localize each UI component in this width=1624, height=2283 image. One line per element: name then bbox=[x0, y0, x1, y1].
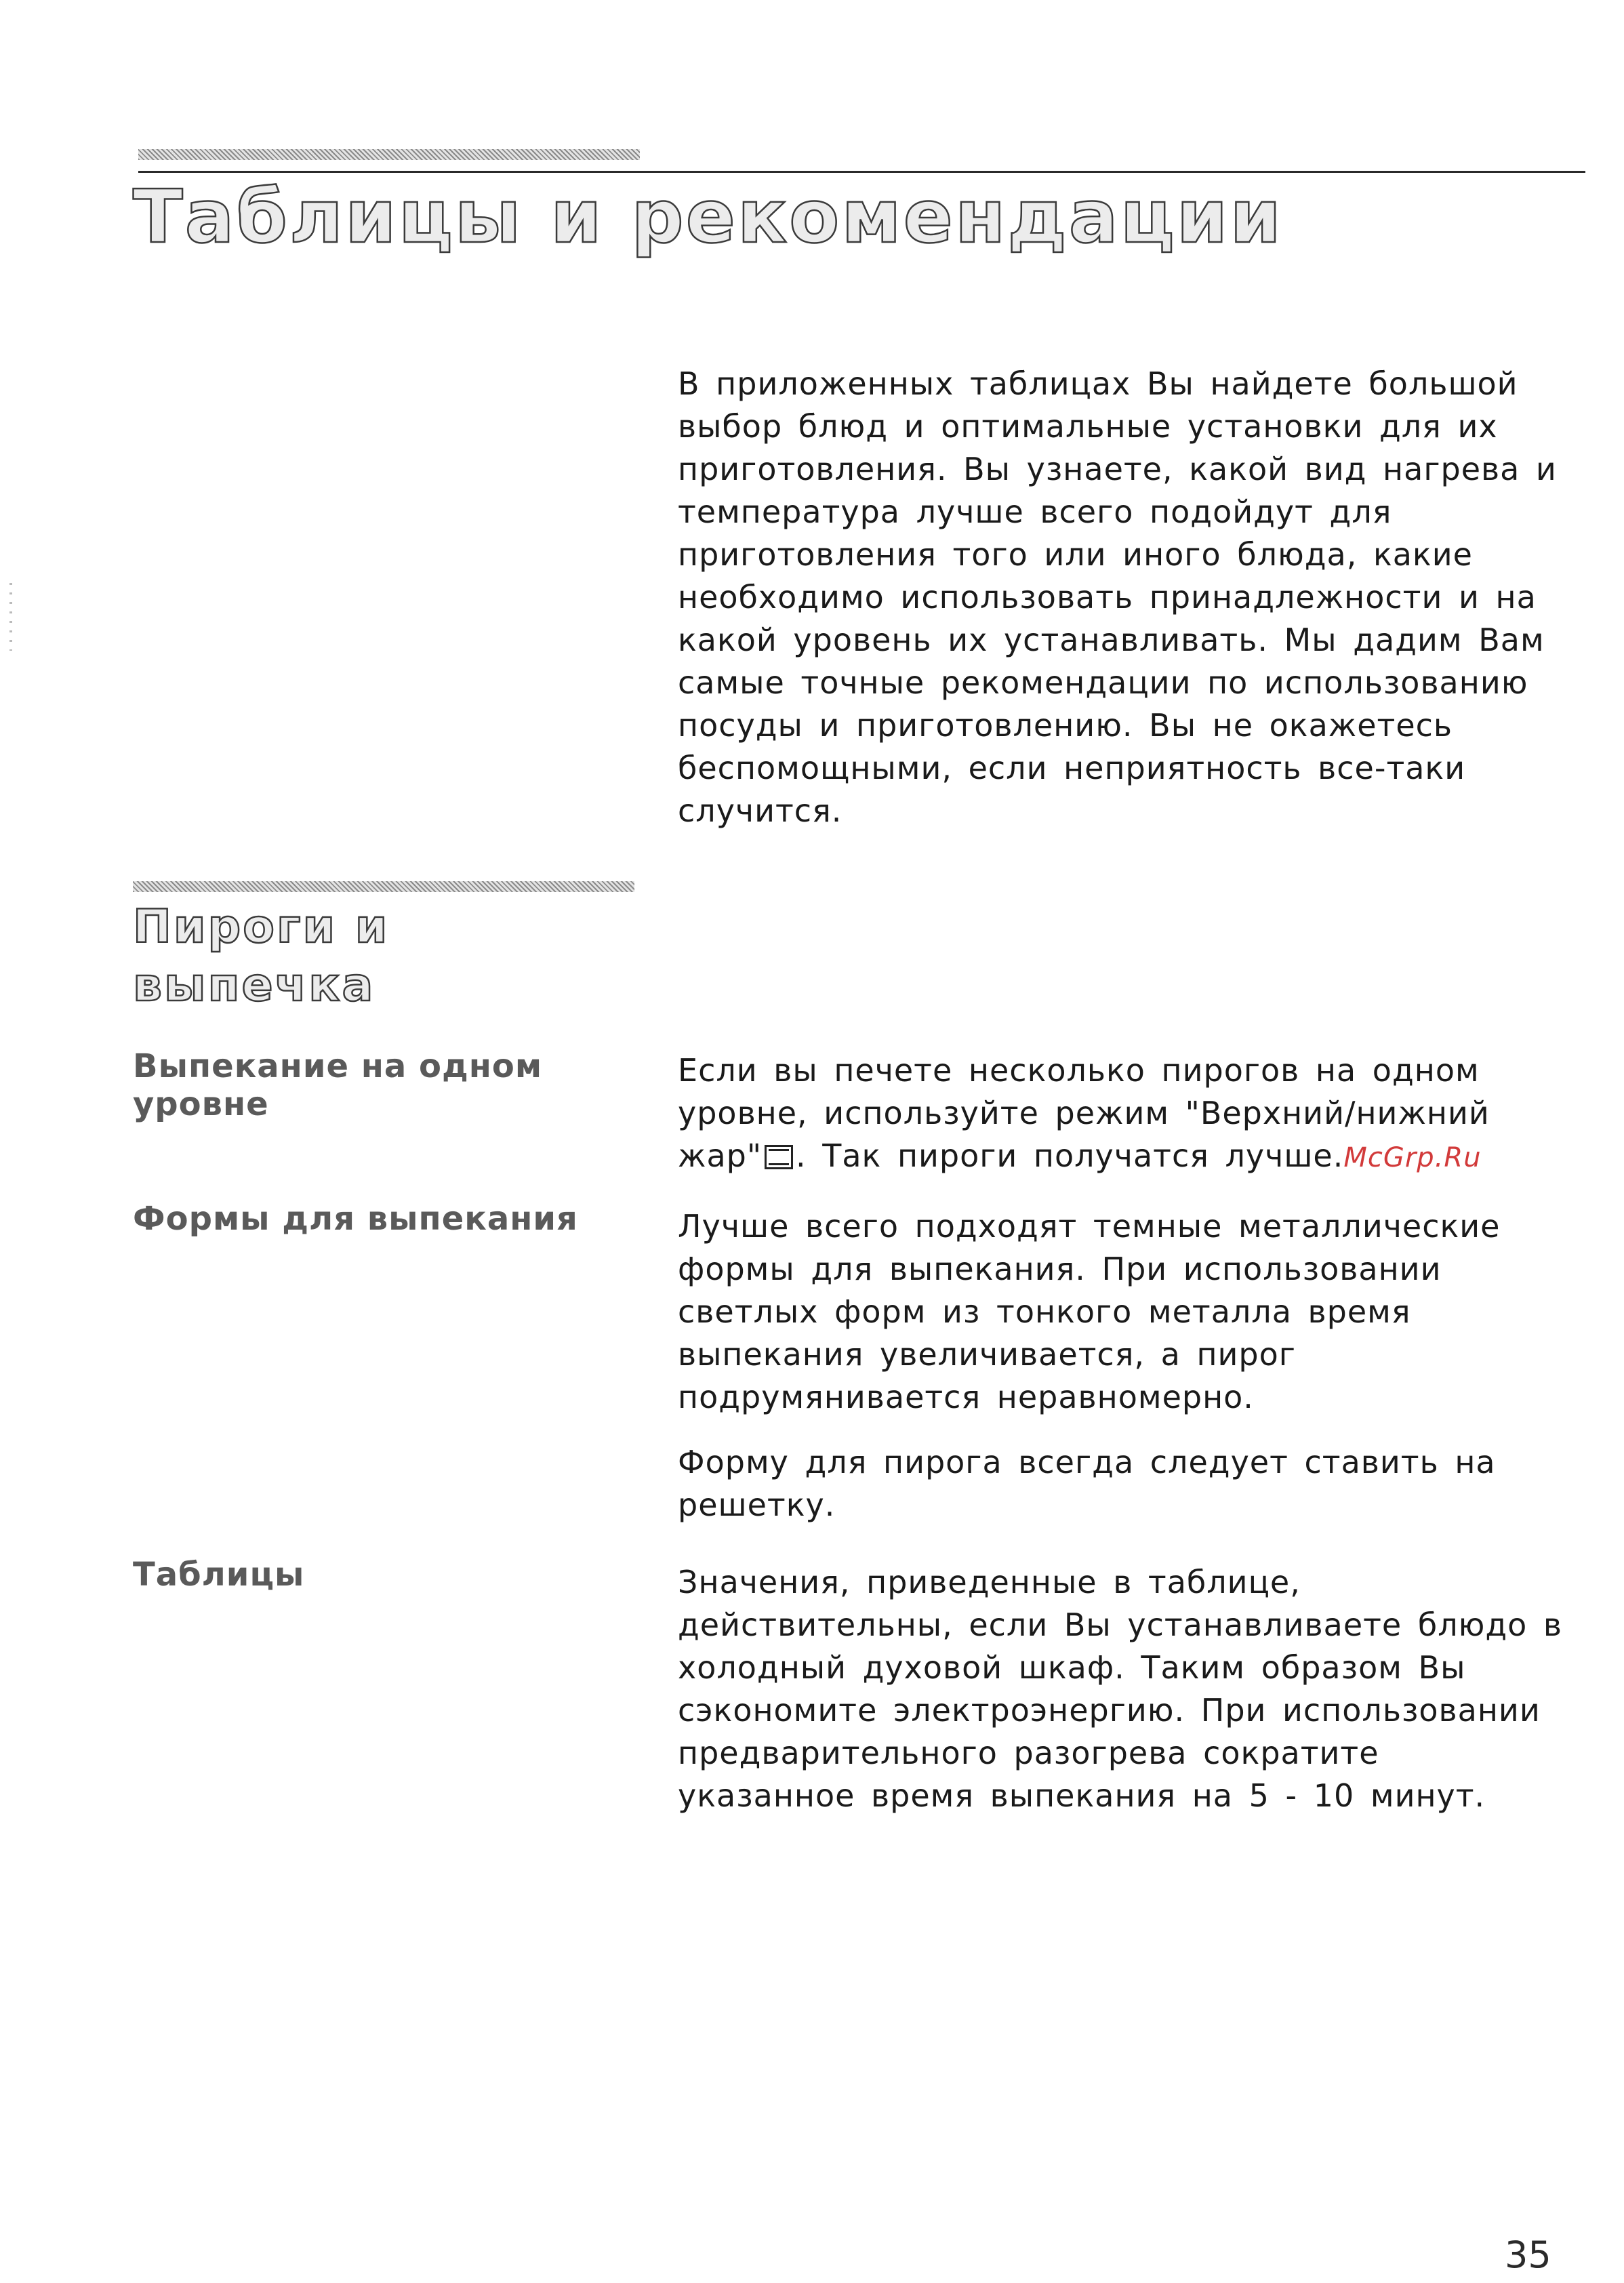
header-hatch-bar bbox=[138, 149, 640, 160]
section-hatch-bar bbox=[133, 881, 634, 892]
header-rule bbox=[138, 171, 1585, 173]
scan-edge-marks bbox=[9, 583, 12, 651]
baking-forms-paragraph-2: Форму для пирога всегда следует ставить на решетку. bbox=[678, 1444, 1496, 1523]
page-title: Таблицы и рекомендации bbox=[133, 175, 1284, 260]
tables-paragraph: Значения, приведенные в таблице, действительны, если Вы устанавливаете блюдо в холодный духовой шкаф. Таким образом Вы сэкономите электроэнергию. При использовании предварительного разогрева сократите указанное время выпекания на 5 - 10 минут. bbox=[678, 1564, 1563, 1814]
watermark: McGrp.Ru bbox=[1343, 1142, 1482, 1173]
intro-paragraph: В приложенных таблицах Вы найдете большой выбор блюд и оптимальные установки для их приготовления. Вы узнаете, какой вид нагрева и температура лучше всего подойдут для приготовления того или иного блюда, какие необходимо использовать принадлежности и на какой уровень их устанавливать. Мы дадим Вам самые точные рекомендации по использованию посуды и приготовлению. Вы не окажетесь беспомощными, если неприятность все-таки случится. bbox=[678, 365, 1557, 829]
single-level-paragraph bbox=[678, 1049, 1562, 1179]
label-baking-forms: Формы для выпекания bbox=[133, 1200, 578, 1238]
top-bottom-heat-icon bbox=[765, 1145, 793, 1169]
page-number: 35 bbox=[1505, 2234, 1551, 2276]
section-title: Пироги и выпечка bbox=[133, 900, 390, 1012]
single-level-text-end: . Так пироги получатся лучше. bbox=[796, 1137, 1344, 1174]
label-tables: Таблицы bbox=[133, 1556, 305, 1594]
single-level-text: Если вы печете несколько пирогов на одном уровне, используйте режим "Верхний/нижний жар" bbox=[678, 1052, 1490, 1174]
baking-forms-paragraph-1: Лучше всего подходят темные металлические формы для выпекания. При использовании светлых форм из тонкого металла время выпекания увеличивается, а пирог подрумянивается неравномерно. bbox=[678, 1208, 1501, 1415]
label-single-level-baking: Выпекание на одном уровне bbox=[133, 1047, 543, 1123]
